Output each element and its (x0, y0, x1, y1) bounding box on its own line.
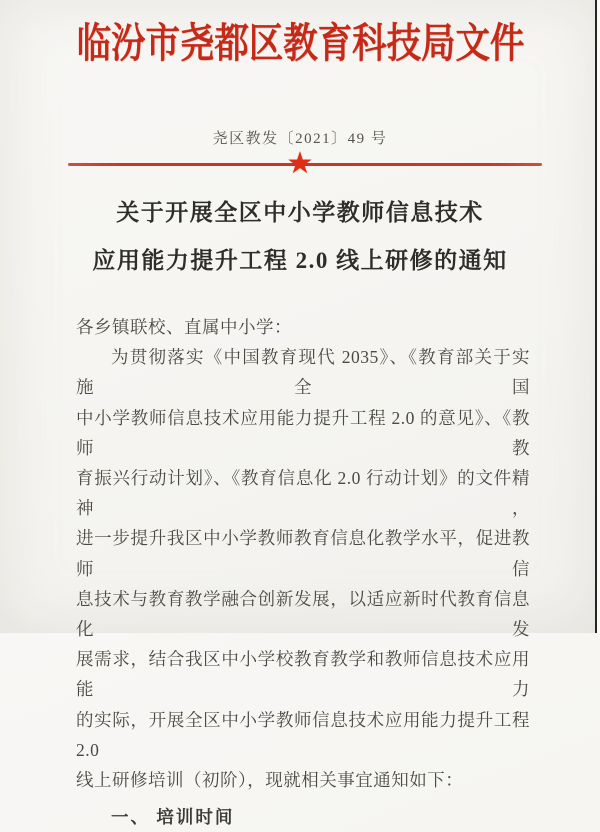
star-icon: ★ (286, 146, 314, 181)
paragraph-line: 进一步提升我区中小学教师教育信息化教学水平，促进教师信 (76, 528, 530, 579)
document-title-line2: 应用能力提升工程 2.0 线上研修的通知 (92, 248, 508, 273)
document-body (76, 312, 530, 832)
document-number: 尧区教发〔2021〕49 号 (212, 131, 388, 147)
paragraph-line: 中小学教师信息技术应用能力提升工程 2.0 的意见》、《教师教 (76, 407, 530, 458)
document-title-line1: 关于开展全区中小学教师信息技术 (116, 200, 484, 225)
agency-header-title (0, 10, 600, 69)
paragraph-line: 为贯彻落实《中国教育现代 2035》、《教育部关于实施全国 (76, 347, 530, 398)
star-wrap (0, 147, 600, 186)
paragraph-line: 息技术与教育教学融合创新发展，以适应新时代教育信息化发 (76, 588, 530, 640)
paragraph-line: 线上研修培训（初阶），现就相关事宜通知如下： (76, 770, 464, 791)
salutation: 各乡镇联校、直属中小学： (76, 317, 292, 337)
document-title (30, 189, 570, 285)
paragraph-line: 展需求，结合我区中小学校教育教学和教师信息技术应用能力 (76, 649, 530, 700)
red-divider-rule (68, 163, 542, 166)
paragraph-line: 育振兴行动计划》、《教育信息化 2.0 行动计划》的文件精神， (76, 468, 530, 519)
section-heading-training-time: 一、 培训时间 (111, 807, 235, 828)
paragraph-line: 的实际，开展全区中小学教师信息技术应用能力提升工程 2.0 (76, 709, 530, 760)
agency-header-title-text: 临汾市尧都区教育科技局文件 (76, 20, 524, 66)
